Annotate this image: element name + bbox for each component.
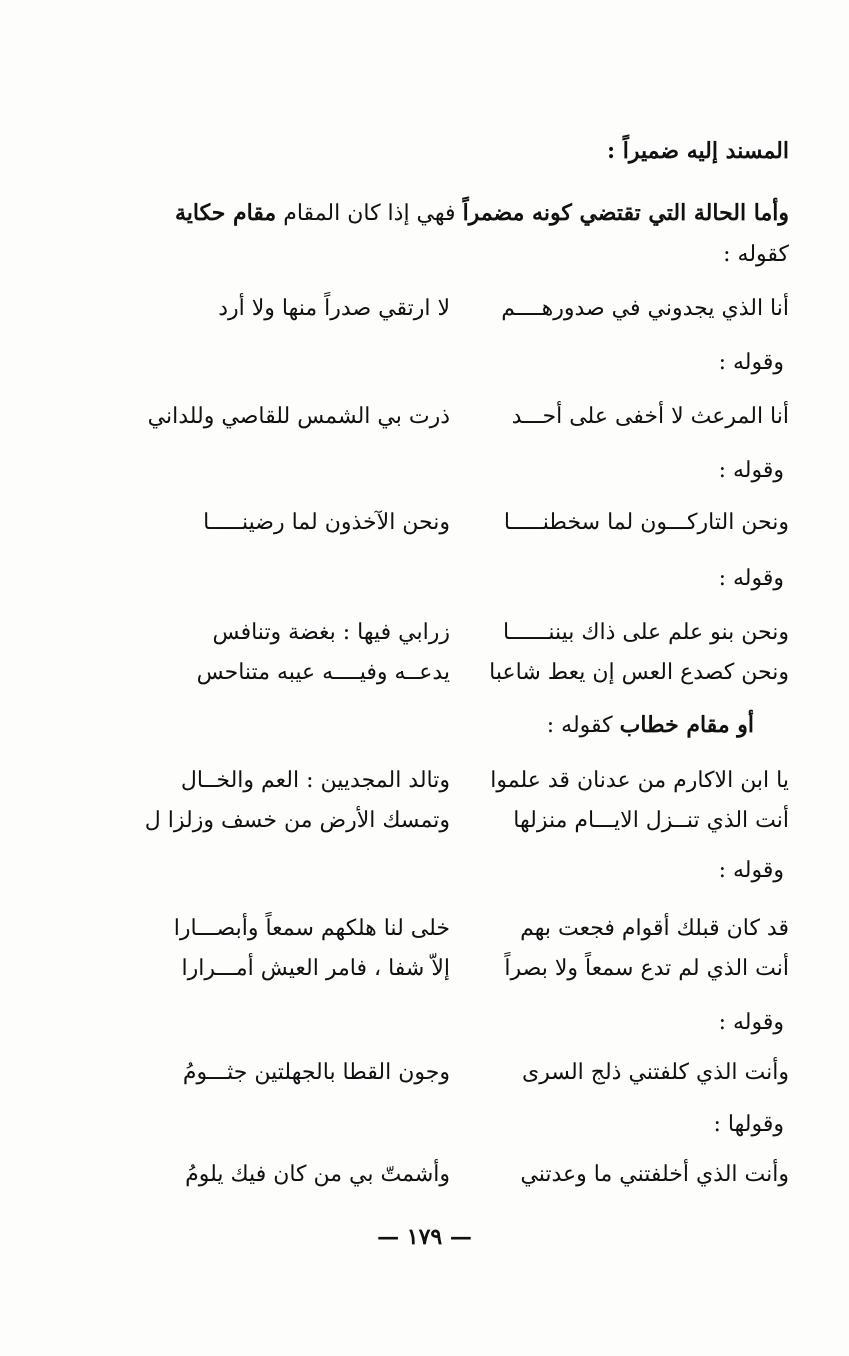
paragraph-normal-phrase: فهي إذا كان المقام — [283, 201, 456, 226]
verse-second-hemistich: زرابي فيها : بغضة وتنافس — [212, 620, 450, 645]
paragraph-bold-phrase-2: مقام حكاية — [174, 200, 277, 226]
section-heading: المسند إليه ضميراً : — [607, 138, 789, 164]
verse-first-hemistich: وأنت الذي أخلفتني ما وعدتني — [520, 1162, 789, 1187]
verse-intro: وقوله : — [718, 858, 784, 883]
verse-second-hemistich: يدعــه وفيــــه عيبه متناحس — [196, 660, 450, 685]
verse-second-hemistich: ونحن الآخذون لما رضينـــــا — [203, 510, 450, 535]
verse-first-hemistich: ونحن كصدع العس إن يعط شاعبا — [489, 660, 789, 685]
verse-second-hemistich: وجون القطا بالجهلتين جثـــومُ — [182, 1060, 450, 1085]
verse-second-hemistich: وتمسك الأرض من خسف وزلزا ل — [144, 808, 450, 833]
verse-intro: وقوله : — [718, 458, 784, 483]
verse-first-hemistich: أنا الذي يجدوني في صدورهــــم — [501, 296, 789, 321]
verse-second-hemistich: خلى لنا هلكهم سمعاً وأبصـــارا — [173, 916, 450, 941]
verse-line — [130, 808, 789, 848]
intro-normal-phrase: كقوله : — [546, 713, 613, 738]
verse-first-hemistich: ونحن التاركـــون لما سخطنـــــا — [503, 510, 789, 535]
verse-second-hemistich: لا ارتقي صدراً منها ولا أرد — [218, 296, 450, 321]
verse-second-hemistich: ذرت بي الشمس للقاصي وللداني — [147, 404, 450, 429]
verse-first-hemistich: ونحن بنو علم على ذاك بيننــــــا — [502, 620, 789, 645]
verse-intro — [547, 712, 754, 738]
verse-intro: وقوله : — [718, 566, 784, 591]
page-number: — ١٧٩ — — [377, 1224, 472, 1250]
verse-second-hemistich: وتالد المجديين : العم والخــال — [180, 768, 450, 793]
verse-line — [130, 620, 789, 660]
verse-first-hemistich: قد كان قبلك أقوام فجعت بهم — [520, 916, 789, 941]
verse-intro: وقوله : — [718, 1010, 784, 1035]
verse-line — [130, 768, 789, 808]
verse-line — [130, 956, 789, 996]
verse-first-hemistich: أنت الذي تنــزل الايـــام منزلها — [513, 808, 789, 833]
verse-line — [130, 916, 789, 956]
verse-line — [130, 660, 789, 700]
verse-intro: وقوله : — [718, 350, 784, 375]
verse-line — [130, 510, 789, 550]
verse-line — [130, 1060, 789, 1100]
paragraph-bold-phrase-1: وأما الحالة التي تقتضي كونه مضمراً — [462, 200, 789, 226]
verse-second-hemistich: إلاّ شفا ، فامر العيش أمـــرارا — [181, 956, 450, 981]
verse-second-hemistich: وأشمتّ بي من كان فيك يلومُ — [185, 1162, 450, 1187]
verse-line — [130, 404, 789, 444]
verse-line — [130, 1162, 789, 1202]
verse-first-hemistich: أنت الذي لم تدع سمعاً ولا بصراً — [504, 956, 789, 981]
paragraph-line-2: كقوله : — [723, 242, 789, 267]
verse-intro: وقولها : — [713, 1112, 784, 1137]
verse-first-hemistich: أنا المرعث لا أخفى على أحـــد — [511, 404, 789, 429]
verse-line — [130, 296, 789, 336]
paragraph-line-1 — [175, 200, 789, 227]
intro-bold-phrase: أو مقام خطاب — [619, 712, 754, 738]
verse-first-hemistich: وأنت الذي كلفتني ذلج السرى — [521, 1060, 789, 1085]
verse-first-hemistich: يا ابن الاكارم من عدنان قد علموا — [490, 768, 789, 793]
